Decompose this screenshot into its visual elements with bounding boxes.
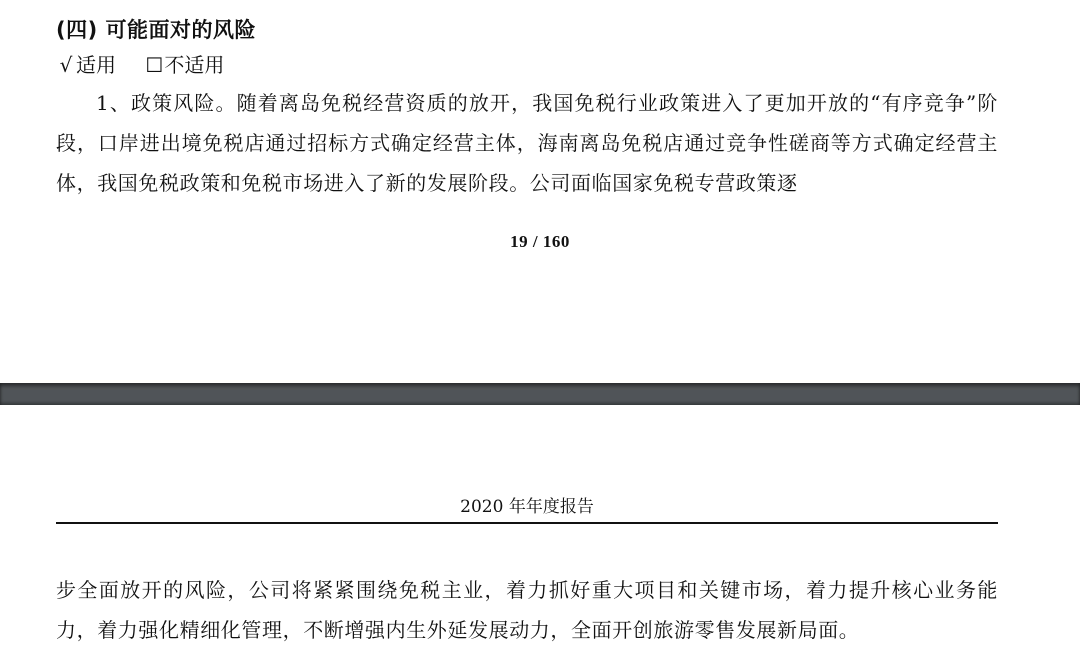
- applicable-option: [56, 49, 116, 81]
- running-header: 2020 年年度报告: [460, 497, 594, 517]
- page-number: 19 / 160: [510, 232, 570, 251]
- applicable-label: 适用: [76, 53, 116, 77]
- not-applicable-label: 不适用: [164, 53, 225, 77]
- empty-checkbox-icon: ☐: [145, 53, 164, 77]
- not-applicable-option: [144, 49, 224, 81]
- policy-risk-paragraph: 1、政策风险。随着离岛免税经营资质的放开，我国免税行业政策进入了更加开放的“有序竞争”阶段，口岸进出境免税店通过招标方式确定经营主体，海南离岛免税店通过竞争性磋商等方式确定经营主体，我国免税政策和免税市场进入了新的发展阶段。公司面临国家免税专营政策逐: [56, 91, 998, 195]
- check-mark-icon: √: [59, 53, 73, 77]
- applicability-options: [56, 49, 998, 81]
- section-heading: (四) 可能面对的风险: [56, 18, 257, 42]
- header-rule: [56, 522, 998, 524]
- page-separator: [0, 383, 1080, 405]
- policy-risk-paragraph-continued: 步全面放开的风险，公司将紧紧围绕免税主业，着力抓好重大项目和关键市场，着力提升核心业务能力，着力强化精细化管理，不断增强内生外延发展动力，全面开创旅游零售发展新局面。: [56, 578, 998, 642]
